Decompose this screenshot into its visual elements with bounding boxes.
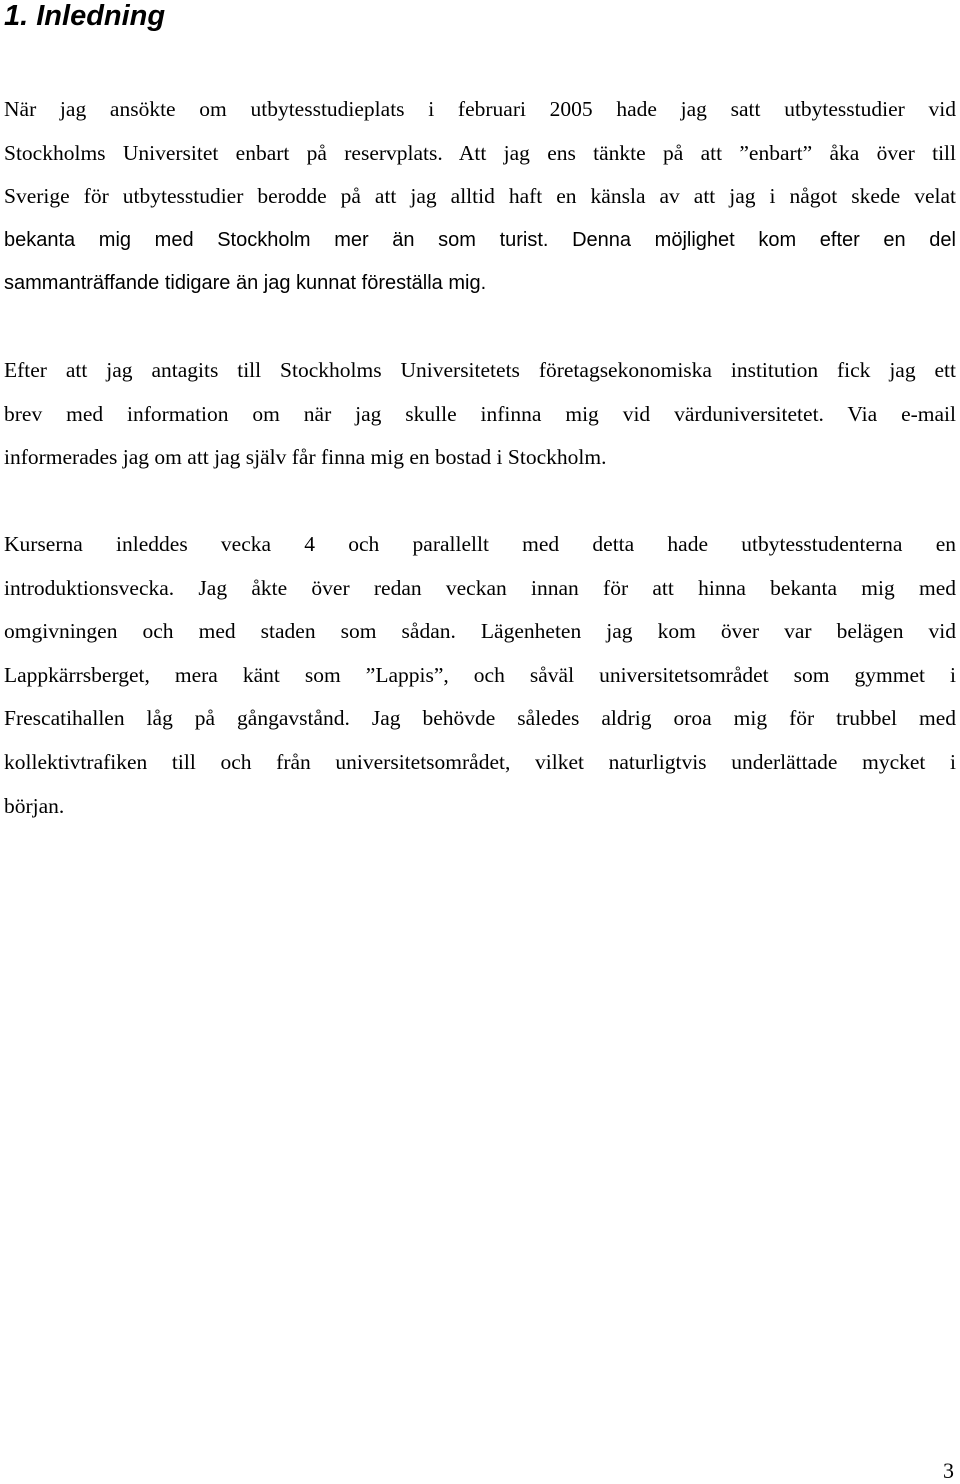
paragraph-line: Stockholms Universitet enbart på reservplats. Att jag ens tänkte på att ”enbart” åka över till bbox=[4, 140, 956, 165]
paragraph-line: När jag ansökte om utbytesstudieplats i februari 2005 hade jag satt utbytesstudier vid bbox=[4, 97, 956, 121]
paragraph-line: Kurserna inleddes vecka 4 och parallellt med detta hade utbytesstudenterna en bbox=[4, 532, 956, 556]
paragraph-line: kollektivtrafiken till och från universitetsområdet, vilket naturligtvis underlättade mycket i bbox=[4, 749, 956, 774]
paragraph-3 bbox=[4, 523, 956, 828]
paragraph-line: brev med information om när jag skulle infinna mig vid värduniversitetet. Via e-mail bbox=[4, 401, 956, 426]
paragraph-line: Efter att jag antagits till Stockholms Universitetets företagsekonomiska institution fick jag ett bbox=[4, 358, 956, 382]
paragraph-line: informerades jag om att jag själv får finna mig en bostad i Stockholm. bbox=[4, 445, 607, 470]
paragraph-line: Frescatihallen låg på gångavstånd. Jag behövde således aldrig oroa mig för trubbel med bbox=[4, 706, 956, 731]
page-number: 3 bbox=[943, 1458, 954, 1483]
paragraph-line: introduktionsvecka. Jag åkte över redan veckan innan för att hinna bekanta mig med bbox=[4, 575, 956, 600]
paragraph-line: omgivningen och med staden som sådan. Lägenheten jag kom över var belägen vid bbox=[4, 619, 956, 644]
paragraph-1 bbox=[4, 88, 956, 306]
paragraph-2 bbox=[4, 349, 956, 480]
paragraph-line: Sverige för utbytesstudier berodde på att jag alltid haft en känsla av att jag i något skede velat bbox=[4, 184, 956, 209]
paragraph-line: början. bbox=[4, 793, 65, 818]
paragraph-line: sammanträffande tidigare än jag kunnat föreställa mig. bbox=[4, 272, 487, 295]
section-heading: 1. Inledning bbox=[4, 0, 166, 32]
paragraph-line: bekanta mig med Stockholm mer än som turist. Denna möjlighet kom efter en del bbox=[4, 228, 956, 251]
paragraph-line: Lappkärrsberget, mera känt som ”Lappis”, och såväl universitetsområdet som gymmet i bbox=[4, 662, 956, 687]
